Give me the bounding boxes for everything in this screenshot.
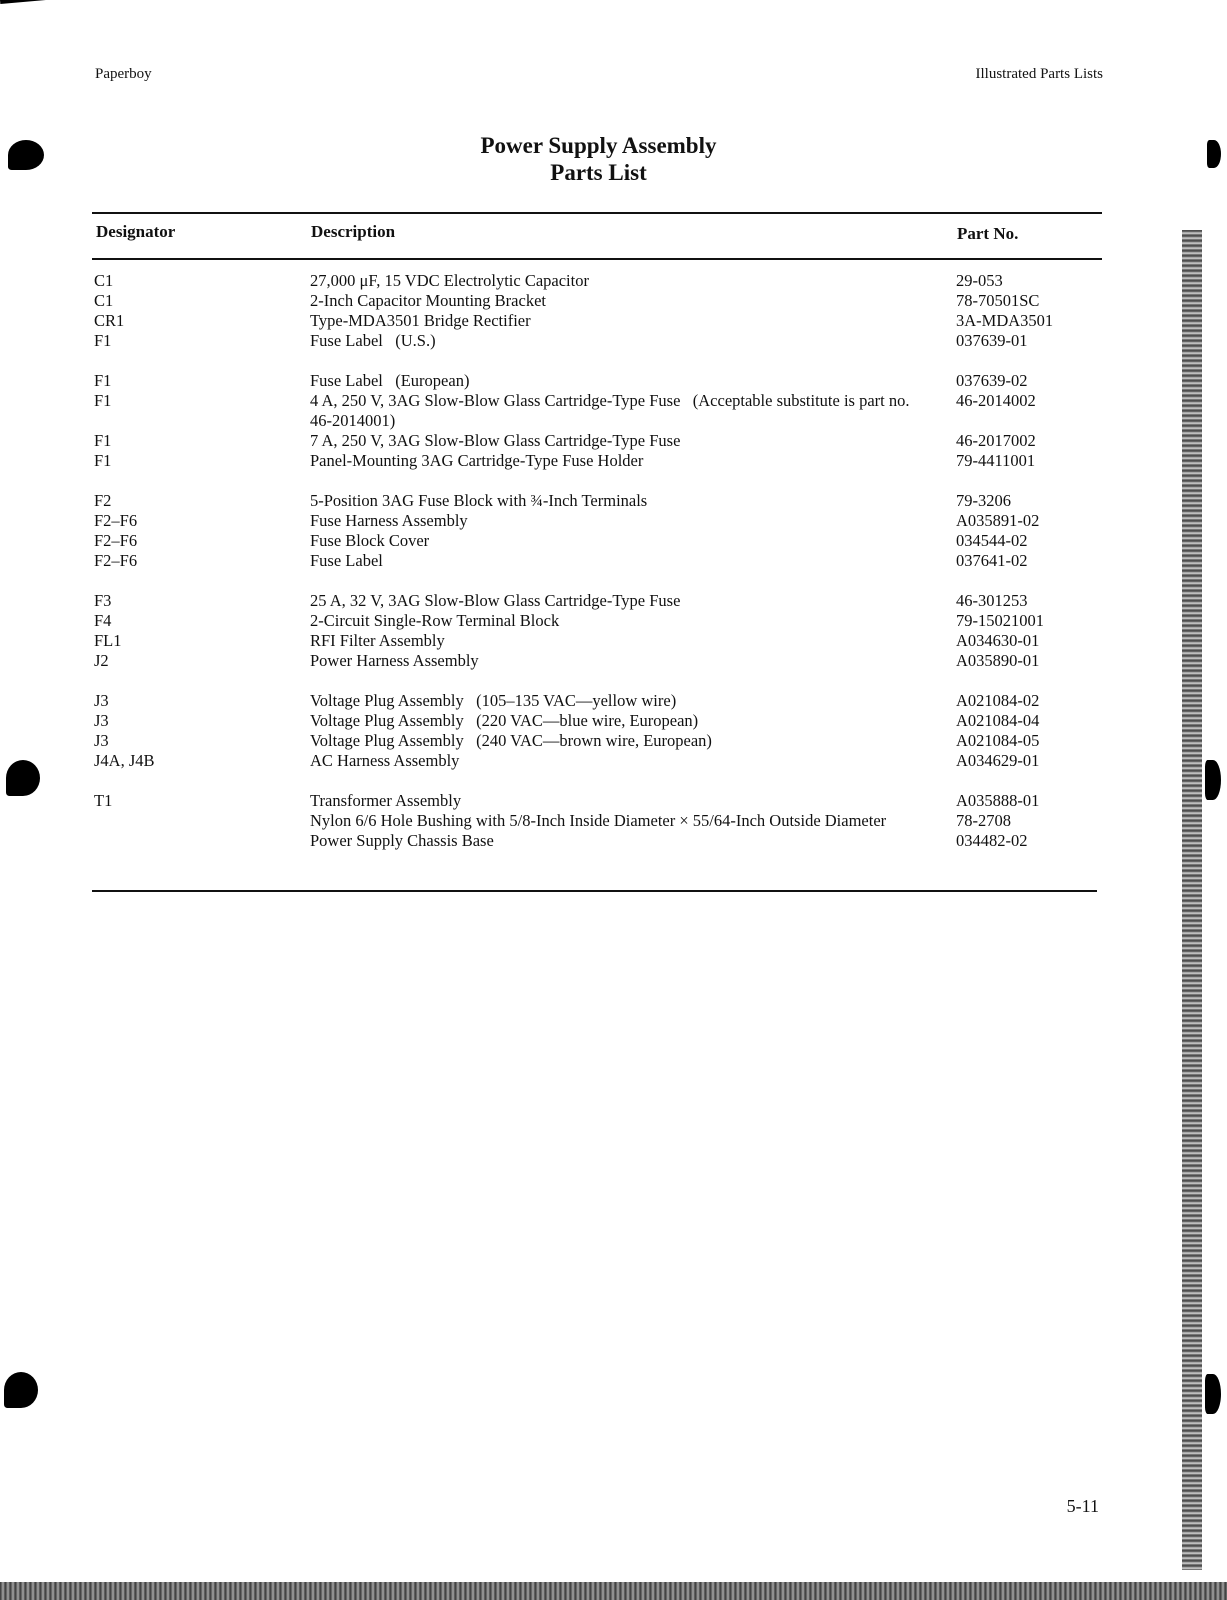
part-number-cell: 46-2014002 [956, 391, 1036, 410]
punch-hole-mark [6, 760, 40, 796]
part-number-cell: 79-4411001 [956, 451, 1036, 470]
scan-edge-bottom [0, 1582, 1227, 1600]
designator-cell: J3 [94, 691, 109, 710]
table-row [0, 811, 1227, 831]
designator-cell: F2–F6 [94, 511, 138, 530]
description-cell: 27,000 μF, 15 VDC Electrolytic Capacitor [310, 271, 589, 290]
column-header-part-no: Part No. [957, 224, 1019, 243]
part-number-cell: A034630-01 [956, 631, 1040, 650]
part-number-cell: A035891-02 [956, 511, 1040, 530]
part-number-cell: 78-2708 [956, 811, 1011, 830]
title-line-2: Parts List [550, 160, 647, 185]
designator-cell: F1 [94, 431, 112, 450]
part-number-cell: 037639-02 [956, 371, 1028, 390]
designator-cell: F2 [94, 491, 112, 510]
table-row [0, 611, 1227, 631]
table-row [0, 651, 1227, 671]
designator-cell: F1 [94, 391, 112, 410]
part-number-cell: A021084-04 [956, 711, 1040, 730]
description-cell: 2-Inch Capacitor Mounting Bracket [310, 291, 546, 310]
title-line-1: Power Supply Assembly [480, 133, 717, 158]
row-group [0, 271, 1227, 351]
description-cell: Fuse Harness Assembly [310, 511, 468, 530]
description-cell: AC Harness Assembly [310, 751, 460, 770]
scan-mark [0, 0, 91, 18]
designator-cell: C1 [94, 291, 114, 310]
part-number-cell: A021084-02 [956, 691, 1040, 710]
table-row [0, 731, 1227, 751]
designator-cell: FL1 [94, 631, 122, 650]
table-row [0, 451, 1227, 471]
part-number-cell: 79-3206 [956, 491, 1011, 510]
punch-hole-mark [4, 1372, 38, 1408]
part-number-cell: 79-15021001 [956, 611, 1044, 630]
row-group [0, 491, 1227, 571]
designator-cell: F2–F6 [94, 531, 138, 550]
designator-cell: F3 [94, 591, 112, 610]
table-row [0, 291, 1227, 311]
part-number-cell: A021084-05 [956, 731, 1040, 750]
description-cell: Fuse Label (European) [310, 371, 470, 390]
designator-cell: J4A, J4B [94, 751, 155, 770]
running-header-left: Paperboy [95, 66, 152, 82]
description-cell: Panel-Mounting 3AG Cartridge-Type Fuse Holder [310, 451, 644, 470]
description-cell: 5-Position 3AG Fuse Block with ¾-Inch Terminals [310, 491, 648, 510]
description-cell: RFI Filter Assembly [310, 631, 445, 650]
designator-cell: F1 [94, 371, 112, 390]
punch-hole-mark [8, 140, 44, 170]
page-number: 5-11 [1066, 1496, 1099, 1516]
column-header-description: Description [311, 222, 396, 241]
table-row [0, 431, 1227, 451]
table-row [0, 531, 1227, 551]
table-row [0, 751, 1227, 771]
punch-hole-mark [1205, 1374, 1221, 1414]
part-number-cell: 46-2017002 [956, 431, 1036, 450]
part-number-cell: A034629-01 [956, 751, 1040, 770]
table-row [0, 511, 1227, 531]
description-cell: Voltage Plug Assembly (105–135 VAC—yellow wire) [310, 691, 677, 710]
column-header-designator: Designator [96, 222, 176, 241]
part-number-cell: 037641-02 [956, 551, 1028, 570]
table-row [0, 371, 1227, 391]
table-row [0, 691, 1227, 711]
scan-edge-right [1182, 230, 1202, 1570]
table-row [0, 791, 1227, 811]
table-row [0, 711, 1227, 731]
table-row [0, 391, 1227, 431]
designator-cell: J3 [94, 731, 109, 750]
description-cell: Type-MDA3501 Bridge Rectifier [310, 311, 531, 330]
description-cell: Fuse Label [310, 551, 383, 570]
table-row [0, 631, 1227, 651]
description-cell: Power Supply Chassis Base [310, 831, 494, 850]
row-group [0, 591, 1227, 671]
table-header-rule [92, 258, 1102, 260]
table-top-rule [92, 212, 1102, 214]
description-cell: Nylon 6/6 Hole Bushing with 5/8-Inch Inside Diameter × 55/64-Inch Outside Diameter [310, 811, 887, 830]
table-row [0, 591, 1227, 611]
table-row [0, 831, 1227, 851]
description-cell: Fuse Block Cover [310, 531, 430, 550]
punch-hole-mark [1205, 760, 1221, 800]
description-cell: Voltage Plug Assembly (240 VAC—brown wire, European) [310, 731, 712, 750]
designator-cell: C1 [94, 271, 114, 290]
row-group [0, 691, 1227, 771]
parts-table [0, 271, 1227, 871]
designator-cell: F1 [94, 331, 112, 350]
description-cell: 4 A, 250 V, 3AG Slow-Blow Glass Cartridge-Type Fuse (Acceptable substitute is part no. 46-2014001) [310, 391, 914, 430]
table-row [0, 331, 1227, 351]
table-row [0, 551, 1227, 571]
row-group [0, 371, 1227, 471]
part-number-cell: 034482-02 [956, 831, 1028, 850]
row-group [0, 791, 1227, 851]
table-row [0, 491, 1227, 511]
designator-cell: J2 [94, 651, 109, 670]
part-number-cell: 034544-02 [956, 531, 1028, 550]
page-title [0, 132, 1197, 186]
description-cell: Fuse Label (U.S.) [310, 331, 436, 350]
designator-cell: T1 [94, 791, 113, 810]
description-cell: 7 A, 250 V, 3AG Slow-Blow Glass Cartridge-Type Fuse [310, 431, 681, 450]
part-number-cell: 78-70501SC [956, 291, 1040, 310]
part-number-cell: 46-301253 [956, 591, 1028, 610]
designator-cell: F4 [94, 611, 112, 630]
description-cell: 2-Circuit Single-Row Terminal Block [310, 611, 560, 630]
description-cell: 25 A, 32 V, 3AG Slow-Blow Glass Cartridge-Type Fuse [310, 591, 681, 610]
description-cell: Transformer Assembly [310, 791, 462, 810]
designator-cell: F1 [94, 451, 112, 470]
designator-cell: CR1 [94, 311, 125, 330]
designator-cell: F2–F6 [94, 551, 138, 570]
description-cell: Power Harness Assembly [310, 651, 479, 670]
table-bottom-rule [92, 890, 1097, 892]
part-number-cell: 3A-MDA3501 [956, 311, 1054, 330]
part-number-cell: A035888-01 [956, 791, 1040, 810]
punch-hole-mark [1207, 140, 1221, 168]
description-cell: Voltage Plug Assembly (220 VAC—blue wire, European) [310, 711, 699, 730]
part-number-cell: 037639-01 [956, 331, 1028, 350]
table-row [0, 311, 1227, 331]
designator-cell: J3 [94, 711, 109, 730]
part-number-cell: 29-053 [956, 271, 1003, 290]
running-header-right: Illustrated Parts Lists [975, 66, 1103, 82]
part-number-cell: A035890-01 [956, 651, 1040, 670]
table-row [0, 271, 1227, 291]
